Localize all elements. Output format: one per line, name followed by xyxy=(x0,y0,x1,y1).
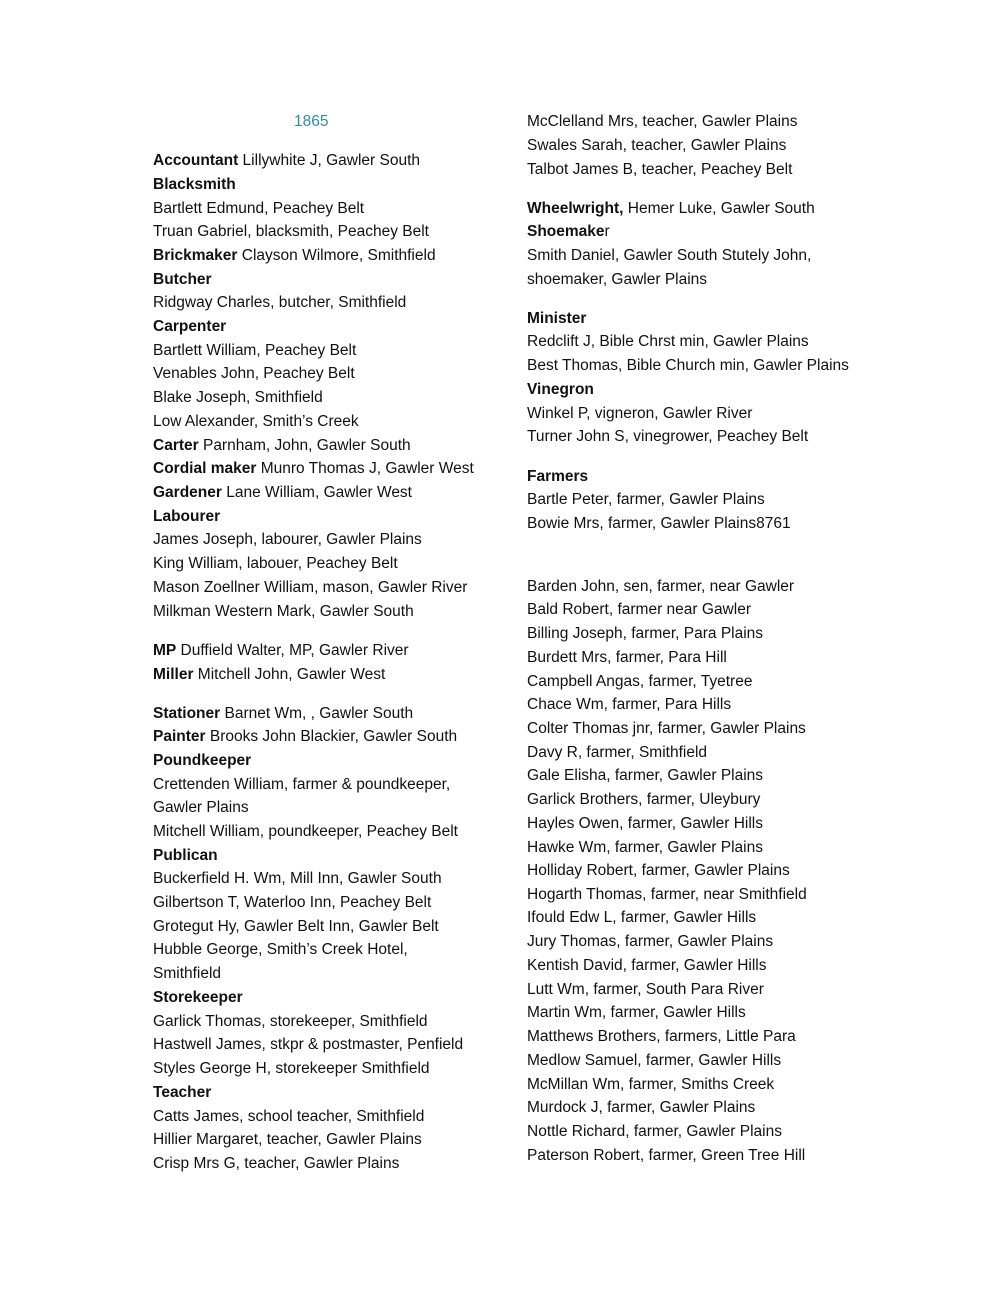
directory-entry xyxy=(527,812,763,836)
entry-text: Smith Daniel, Gawler South Stutely John, xyxy=(527,247,812,264)
entry-text: Chace Wm, farmer, Para Hills xyxy=(527,696,732,713)
directory-entry xyxy=(527,512,791,536)
directory-entry xyxy=(527,1025,796,1049)
category-label: Wheelwright, xyxy=(527,200,624,217)
entry-text: Low Alexander, Smith’s Creek xyxy=(153,413,359,430)
category-label: Publican xyxy=(153,847,218,864)
entry-text: Burdett Mrs, farmer, Para Hill xyxy=(527,649,727,666)
category-label: Accountant xyxy=(153,152,239,169)
directory-entry xyxy=(153,1152,399,1176)
directory-entry xyxy=(153,339,356,363)
entry-text: Catts James, school teacher, Smithfield xyxy=(153,1108,425,1125)
directory-entry xyxy=(153,220,429,244)
directory-entry xyxy=(153,576,467,600)
entry-text: Bartlett Edmund, Peachey Belt xyxy=(153,200,365,217)
entry-text: Hillier Margaret, teacher, Gawler Plains xyxy=(153,1131,422,1148)
entry-text: Crettenden William, farmer & poundkeeper, xyxy=(153,776,451,793)
entry-text: shoemaker, Gawler Plains xyxy=(527,271,708,288)
entry-text: Mitchell William, poundkeeper, Peachey Belt xyxy=(153,823,458,840)
directory-entry xyxy=(527,859,790,883)
category-label: Carpenter xyxy=(153,318,227,335)
category-label: Carter xyxy=(153,437,199,454)
directory-entry xyxy=(153,1010,428,1034)
entry-text: Brooks John Blackier, Gawler South xyxy=(205,728,458,745)
directory-entry xyxy=(153,481,412,505)
directory-entry xyxy=(527,465,588,489)
directory-entry xyxy=(527,1073,774,1097)
directory-entry xyxy=(527,883,807,907)
entry-text: Hemer Luke, Gawler South xyxy=(623,200,815,217)
directory-entry xyxy=(153,457,474,481)
entry-text: Ridgway Charles, butcher, Smithfield xyxy=(153,294,407,311)
directory-entry xyxy=(527,268,707,292)
entry-text: Milkman Western Mark, Gawler South xyxy=(153,603,414,620)
entry-text: Hayles Owen, farmer, Gawler Hills xyxy=(527,815,764,832)
entry-text: Barden John, sen, farmer, near Gawler xyxy=(527,578,795,595)
directory-entry xyxy=(153,244,436,268)
category-label: Butcher xyxy=(153,271,212,288)
entry-text: Matthews Brothers, farmers, Little Para xyxy=(527,1028,796,1045)
category-label: Gardener xyxy=(153,484,222,501)
entry-text: Garlick Brothers, farmer, Uleybury xyxy=(527,791,761,808)
entry-text: Garlick Thomas, storekeeper, Smithfield xyxy=(153,1013,428,1030)
directory-entry xyxy=(527,693,731,717)
entry-text: McMillan Wm, farmer, Smiths Creek xyxy=(527,1076,775,1093)
entry-text: Styles George H, storekeeper Smithfield xyxy=(153,1060,430,1077)
entry-text: Bowie Mrs, farmer, Gawler Plains8761 xyxy=(527,515,791,532)
directory-entry xyxy=(527,1120,782,1144)
entry-text: King William, labouer, Peachey Belt xyxy=(153,555,398,572)
entry-text: Jury Thomas, farmer, Gawler Plains xyxy=(527,933,774,950)
entry-text: Mason Zoellner William, mason, Gawler River xyxy=(153,579,468,596)
entry-text: Crisp Mrs G, teacher, Gawler Plains xyxy=(153,1155,400,1172)
directory-entry xyxy=(153,505,220,529)
category-label: Blacksmith xyxy=(153,176,236,193)
directory-entry xyxy=(153,149,420,173)
entry-text: Truan Gabriel, blacksmith, Peachey Belt xyxy=(153,223,429,240)
directory-entry xyxy=(153,986,243,1010)
directory-entry xyxy=(527,110,798,134)
entry-text: Blake Joseph, Smithfield xyxy=(153,389,323,406)
entry-text: Medlow Samuel, farmer, Gawler Hills xyxy=(527,1052,782,1069)
entry-text: Clayson Wilmore, Smithfield xyxy=(237,247,436,264)
entry-text: Campbell Angas, farmer, Tyetree xyxy=(527,673,753,690)
entry-text: Duffield Walter, MP, Gawler River xyxy=(176,642,409,659)
directory-entry xyxy=(527,425,808,449)
category-label: Shoemake xyxy=(527,223,605,240)
directory-entry xyxy=(153,938,408,962)
directory-entry xyxy=(153,362,355,386)
directory-entry xyxy=(527,158,792,182)
category-label: Storekeeper xyxy=(153,989,243,1006)
entry-text: Hawke Wm, farmer, Gawler Plains xyxy=(527,839,763,856)
directory-entry xyxy=(153,915,439,939)
category-label: Painter xyxy=(153,728,206,745)
directory-entry xyxy=(527,1001,746,1025)
directory-entry xyxy=(527,836,763,860)
directory-entry xyxy=(153,528,422,552)
entry-text: Lane William, Gawler West xyxy=(221,484,412,501)
entry-text: Murdock J, farmer, Gawler Plains xyxy=(527,1099,756,1116)
directory-entry xyxy=(153,962,221,986)
entry-text: McClelland Mrs, teacher, Gawler Plains xyxy=(527,113,798,130)
directory-entry xyxy=(527,978,764,1002)
directory-entry xyxy=(527,646,727,670)
directory-entry xyxy=(153,639,409,663)
entry-text: Bald Robert, farmer near Gawler xyxy=(527,601,751,618)
directory-entry xyxy=(153,844,218,868)
entry-text: Munro Thomas J, Gawler West xyxy=(256,460,474,477)
directory-entry xyxy=(153,434,411,458)
directory-entry xyxy=(153,663,385,687)
directory-entry xyxy=(527,330,809,354)
directory-entry xyxy=(527,378,594,402)
directory-entry xyxy=(153,173,236,197)
entry-text: Gilbertson T, Waterloo Inn, Peachey Belt xyxy=(153,894,432,911)
entry-text: Parnham, John, Gawler South xyxy=(198,437,411,454)
directory-entry xyxy=(153,600,414,624)
entry-text: Nottle Richard, farmer, Gawler Plains xyxy=(527,1123,782,1140)
entry-text: Bartlett William, Peachey Belt xyxy=(153,342,357,359)
directory-entry xyxy=(527,1144,805,1168)
directory-entry xyxy=(153,1128,422,1152)
directory-entry xyxy=(153,1057,430,1081)
directory-entry xyxy=(153,552,398,576)
directory-entry xyxy=(153,891,431,915)
directory-entry xyxy=(153,315,226,339)
entry-text: Grotegut Hy, Gawler Belt Inn, Gawler Belt xyxy=(153,918,439,935)
category-label: Minister xyxy=(527,310,587,327)
directory-entry xyxy=(527,134,786,158)
entry-text: Turner John S, vinegrower, Peachey Belt xyxy=(527,428,809,445)
category-label: Labourer xyxy=(153,508,221,525)
entry-text: Venables John, Peachey Belt xyxy=(153,365,355,382)
entry-text: Barnet Wm, , Gawler South xyxy=(220,705,414,722)
directory-entry xyxy=(153,410,359,434)
entry-text: Martin Wm, farmer, Gawler Hills xyxy=(527,1004,746,1021)
entry-text: Gale Elisha, farmer, Gawler Plains xyxy=(527,767,764,784)
entry-text: Lutt Wm, farmer, South Para River xyxy=(527,981,764,998)
entry-text: James Joseph, labourer, Gawler Plains xyxy=(153,531,422,548)
directory-entry xyxy=(527,717,806,741)
directory-entry xyxy=(153,1081,211,1105)
directory-entry xyxy=(527,220,610,244)
entry-text: Paterson Robert, farmer, Green Tree Hill xyxy=(527,1147,806,1164)
directory-entry xyxy=(527,197,815,221)
directory-entry xyxy=(153,725,457,749)
entry-text: Billing Joseph, farmer, Para Plains xyxy=(527,625,764,642)
directory-entry xyxy=(527,598,751,622)
entry-text: Buckerfield H. Wm, Mill Inn, Gawler South xyxy=(153,870,442,887)
directory-entry xyxy=(527,575,794,599)
directory-entry xyxy=(153,820,458,844)
entry-text: Bartle Peter, farmer, Gawler Plains xyxy=(527,491,765,508)
directory-entry xyxy=(153,1105,424,1129)
directory-entry xyxy=(527,930,773,954)
entry-text: Redclift J, Bible Chrst min, Gawler Plains xyxy=(527,333,809,350)
category-label: Poundkeeper xyxy=(153,752,252,769)
category-label: Cordial maker xyxy=(153,460,257,477)
directory-entry xyxy=(153,702,413,726)
entry-text: Davy R, farmer, Smithfield xyxy=(527,744,708,761)
directory-entry xyxy=(153,291,406,315)
directory-entry xyxy=(527,1049,781,1073)
entry-text: Ifould Edw L, farmer, Gawler Hills xyxy=(527,909,757,926)
category-label: MP xyxy=(153,642,177,659)
directory-entry xyxy=(527,402,752,426)
entry-text: Swales Sarah, teacher, Gawler Plains xyxy=(527,137,787,154)
entry-text: Kentish David, farmer, Gawler Hills xyxy=(527,957,767,974)
directory-entry xyxy=(527,954,766,978)
directory-entry xyxy=(153,867,442,891)
page-year: 1865 xyxy=(294,113,329,130)
entry-text: Best Thomas, Bible Church min, Gawler Plains xyxy=(527,357,849,374)
category-label: Farmers xyxy=(527,468,589,485)
entry-text: Talbot James B, teacher, Peachey Belt xyxy=(527,161,793,178)
directory-entry xyxy=(527,741,707,765)
directory-entry xyxy=(153,1033,463,1057)
directory-entry xyxy=(527,1096,755,1120)
entry-text: Gawler Plains xyxy=(153,799,249,816)
directory-entry xyxy=(527,307,586,331)
entry-text: Hastwell James, stkpr & postmaster, Penfield xyxy=(153,1036,464,1053)
entry-text: r xyxy=(604,223,610,240)
directory-entry xyxy=(527,354,849,378)
directory-entry xyxy=(527,244,811,268)
entry-text: Hubble George, Smith’s Creek Hotel, xyxy=(153,941,408,958)
directory-entry xyxy=(527,906,756,930)
directory-entry xyxy=(527,622,763,646)
directory-entry xyxy=(527,670,752,694)
entry-text: Mitchell John, Gawler West xyxy=(193,666,386,683)
entry-text: Hogarth Thomas, farmer, near Smithfield xyxy=(527,886,807,903)
directory-entry xyxy=(153,268,212,292)
category-label: Stationer xyxy=(153,705,221,722)
category-label: Vinegron xyxy=(527,381,594,398)
entry-text: Smithfield xyxy=(153,965,222,982)
directory-entry xyxy=(153,749,251,773)
directory-entry xyxy=(527,488,765,512)
entry-text: Lillywhite J, Gawler South xyxy=(238,152,421,169)
entry-text: Colter Thomas jnr, farmer, Gawler Plains xyxy=(527,720,806,737)
category-label: Miller xyxy=(153,666,194,683)
category-label: Teacher xyxy=(153,1084,212,1101)
entry-text: Holliday Robert, farmer, Gawler Plains xyxy=(527,862,790,879)
directory-entry xyxy=(527,764,763,788)
directory-entry xyxy=(527,788,760,812)
directory-entry xyxy=(153,197,364,221)
entry-text: Winkel P, vigneron, Gawler River xyxy=(527,405,753,422)
category-label: Brickmaker xyxy=(153,247,238,264)
directory-entry xyxy=(153,773,450,797)
directory-entry xyxy=(153,796,249,820)
directory-entry xyxy=(153,386,323,410)
